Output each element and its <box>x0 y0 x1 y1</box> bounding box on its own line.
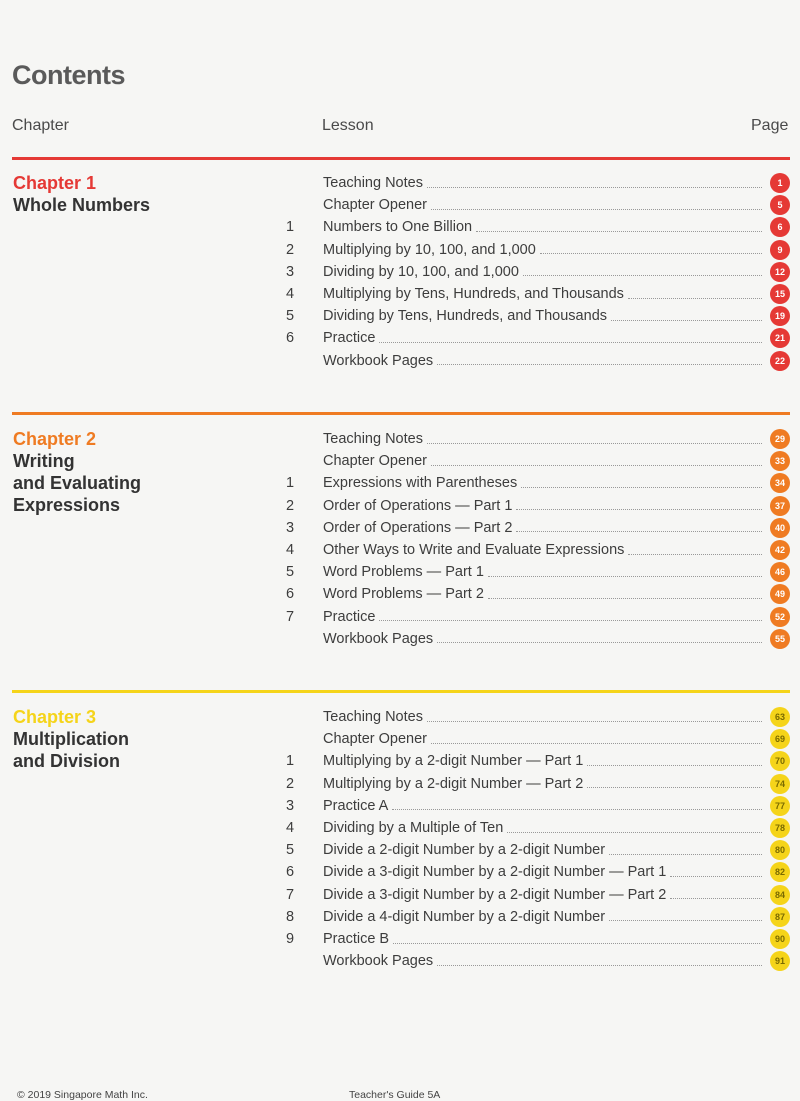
chapter-name: Multiplication and Division <box>13 729 129 771</box>
page-number-badge: 87 <box>770 907 790 927</box>
dot-leader <box>427 443 762 444</box>
lesson-title: Chapter Opener <box>323 453 427 470</box>
dot-leader <box>427 721 762 722</box>
lesson-title: Divide a 2-digit Number by a 2-digit Number <box>323 842 606 859</box>
lesson-title: Practice <box>323 608 376 625</box>
lesson-title: Practice B <box>323 931 390 947</box>
lesson-number: 4 <box>285 820 295 836</box>
lesson-row <box>280 583 790 605</box>
page-number-badge: 69 <box>770 729 790 749</box>
lesson-row <box>280 283 790 305</box>
lesson-title: Multiplying by Tens, Hundreds, and Thousands <box>323 286 624 302</box>
lesson-number: 3 <box>285 263 295 280</box>
lesson-number: 4 <box>285 286 295 302</box>
lesson-title: Divide a 4-digit Number by a 2-digit Number <box>323 908 606 925</box>
dot-leader <box>392 809 762 810</box>
page-number-badge: 15 <box>770 284 790 304</box>
dot-leader <box>670 898 762 899</box>
dot-leader <box>516 509 762 510</box>
page-number-badge: 63 <box>770 707 790 727</box>
page-number-badge: 46 <box>770 562 790 582</box>
lesson-row <box>280 928 790 950</box>
page-number-badge: 42 <box>770 540 790 560</box>
page-number-badge: 33 <box>770 451 790 471</box>
lesson-row <box>280 350 790 372</box>
dot-leader <box>587 787 762 788</box>
lesson-number: 4 <box>285 542 295 558</box>
dot-leader <box>628 298 762 299</box>
chapter-divider <box>12 157 790 160</box>
lesson-number: 5 <box>285 564 295 581</box>
chapter-column-header: Chapter <box>12 117 69 134</box>
lesson-number: 2 <box>285 241 295 258</box>
chapter-name: Whole Numbers <box>13 195 151 215</box>
lesson-row <box>280 817 790 839</box>
dot-leader <box>523 275 762 276</box>
page-number-badge: 37 <box>770 496 790 516</box>
page-number-badge: 70 <box>770 751 790 771</box>
dot-leader <box>670 876 762 877</box>
lesson-number: 2 <box>285 775 295 792</box>
dot-leader <box>611 320 762 321</box>
lesson-title: Expressions with Parentheses <box>323 475 518 492</box>
dot-leader <box>609 920 762 921</box>
lesson-number: 1 <box>285 753 295 770</box>
page-number-badge: 6 <box>770 217 790 237</box>
lesson-title: Dividing by 10, 100, and 1,000 <box>323 263 519 280</box>
dot-leader <box>521 487 762 488</box>
lesson-row <box>280 795 790 817</box>
lesson-row <box>280 839 790 861</box>
lesson-row <box>280 216 790 238</box>
page-number-badge: 9 <box>770 240 790 260</box>
page-number-badge: 12 <box>770 262 790 282</box>
lesson-title: Order of Operations — Part 2 <box>323 519 513 536</box>
page-number-badge: 82 <box>770 862 790 882</box>
page-number-badge: 1 <box>770 173 790 193</box>
page-number-badge: 34 <box>770 473 790 493</box>
chapter-label: Chapter 3 <box>13 707 97 727</box>
chapter-divider <box>12 690 790 693</box>
lesson-number: 1 <box>285 475 295 492</box>
lesson-title: Teaching Notes <box>323 709 423 725</box>
page-number-badge: 74 <box>770 774 790 794</box>
page-number-badge: 90 <box>770 929 790 949</box>
chapter-name: Writing and Evaluating Expressions <box>13 451 142 515</box>
page-number-badge: 91 <box>770 951 790 971</box>
lesson-row <box>280 728 790 750</box>
lesson-title: Workbook Pages <box>323 352 434 369</box>
dot-leader <box>516 531 762 532</box>
lesson-row <box>280 261 790 283</box>
lesson-number: 5 <box>285 308 295 325</box>
lesson-row <box>280 539 790 561</box>
lesson-title: Multiplying by a 2-digit Number — Part 1 <box>323 753 584 770</box>
dot-leader <box>437 965 762 966</box>
page-number-badge: 78 <box>770 818 790 838</box>
dot-leader <box>488 576 762 577</box>
lesson-title: Word Problems — Part 2 <box>323 586 484 603</box>
lesson-row <box>280 706 790 728</box>
lesson-number: 7 <box>285 608 295 625</box>
dot-leader <box>379 620 762 621</box>
lesson-number: 1 <box>285 219 295 236</box>
lesson-title: Chapter Opener <box>323 197 427 214</box>
dot-leader <box>431 743 762 744</box>
dot-leader <box>628 554 762 555</box>
dot-leader <box>379 342 762 343</box>
dot-leader <box>431 209 762 210</box>
lesson-title: Divide a 3-digit Number by a 2-digit Number — Part 1 <box>323 864 667 881</box>
lesson-row <box>280 495 790 517</box>
lesson-row <box>280 472 790 494</box>
page-number-badge: 77 <box>770 796 790 816</box>
lesson-row <box>280 606 790 628</box>
lesson-title: Numbers to One Billion <box>323 219 473 236</box>
page-number-badge: 5 <box>770 195 790 215</box>
page-column-header: Page <box>751 117 789 134</box>
page-number-badge: 84 <box>770 885 790 905</box>
dot-leader <box>488 598 762 599</box>
lesson-title: Practice A <box>323 797 389 814</box>
page-number-badge: 80 <box>770 840 790 860</box>
lesson-row <box>280 561 790 583</box>
lesson-row <box>280 428 790 450</box>
lesson-row <box>280 194 790 216</box>
lesson-title: Other Ways to Write and Evaluate Expressions <box>323 542 625 558</box>
lesson-title: Order of Operations — Part 1 <box>323 497 513 514</box>
chapter-label: Chapter 1 <box>13 173 97 193</box>
lesson-number: 2 <box>285 497 295 514</box>
lesson-number: 6 <box>285 330 295 347</box>
lesson-row <box>280 906 790 928</box>
lesson-title: Chapter Opener <box>323 731 427 748</box>
dot-leader <box>437 642 762 643</box>
lesson-title: Workbook Pages <box>323 953 434 970</box>
lesson-title: Divide a 3-digit Number by a 2-digit Number — Part 2 <box>323 886 667 903</box>
page-number-badge: 19 <box>770 306 790 326</box>
lesson-number: 8 <box>285 908 295 925</box>
lesson-title: Practice <box>323 330 376 347</box>
dot-leader <box>507 832 762 833</box>
lesson-title: Teaching Notes <box>323 431 423 447</box>
lesson-number: 6 <box>285 586 295 603</box>
lesson-row <box>280 750 790 772</box>
lesson-row <box>280 628 790 650</box>
dot-leader <box>540 253 762 254</box>
lesson-title: Teaching Notes <box>323 175 423 191</box>
lesson-row <box>280 239 790 261</box>
lesson-title: Multiplying by 10, 100, and 1,000 <box>323 241 536 258</box>
lesson-title: Workbook Pages <box>323 630 434 647</box>
lesson-row <box>280 517 790 539</box>
dot-leader <box>609 854 762 855</box>
dot-leader <box>587 765 762 766</box>
lesson-number: 6 <box>285 864 295 881</box>
lesson-row <box>280 327 790 349</box>
book-title-footer: Teacher's Guide 5A <box>349 1089 441 1101</box>
dot-leader <box>431 465 762 466</box>
lesson-column-header: Lesson <box>322 117 374 134</box>
lesson-number: 7 <box>285 886 295 903</box>
lesson-row <box>280 450 790 472</box>
lesson-number: 3 <box>285 797 295 814</box>
dot-leader <box>476 231 762 232</box>
page-number-badge: 49 <box>770 584 790 604</box>
lesson-row <box>280 172 790 194</box>
chapter-divider <box>12 412 790 415</box>
page-number-badge: 29 <box>770 429 790 449</box>
lesson-row <box>280 950 790 972</box>
lesson-title: Dividing by a Multiple of Ten <box>323 820 504 836</box>
lesson-title: Word Problems — Part 1 <box>323 564 484 581</box>
page-number-badge: 21 <box>770 328 790 348</box>
dot-leader <box>427 187 762 188</box>
page-number-badge: 55 <box>770 629 790 649</box>
page-title: Contents <box>12 60 125 90</box>
dot-leader <box>437 364 762 365</box>
lesson-number: 5 <box>285 842 295 859</box>
lesson-row <box>280 305 790 327</box>
lesson-number: 9 <box>285 931 295 947</box>
page-number-badge: 40 <box>770 518 790 538</box>
chapter-label: Chapter 2 <box>13 429 97 449</box>
lesson-title: Multiplying by a 2-digit Number — Part 2 <box>323 775 584 792</box>
copyright-footer: © 2019 Singapore Math Inc. <box>17 1089 148 1101</box>
lesson-row <box>280 884 790 906</box>
page-number-badge: 52 <box>770 607 790 627</box>
lesson-title: Dividing by Tens, Hundreds, and Thousands <box>323 308 608 325</box>
page-number-badge: 22 <box>770 351 790 371</box>
dot-leader <box>393 943 762 944</box>
lesson-row <box>280 773 790 795</box>
lesson-row <box>280 861 790 883</box>
lesson-number: 3 <box>285 519 295 536</box>
